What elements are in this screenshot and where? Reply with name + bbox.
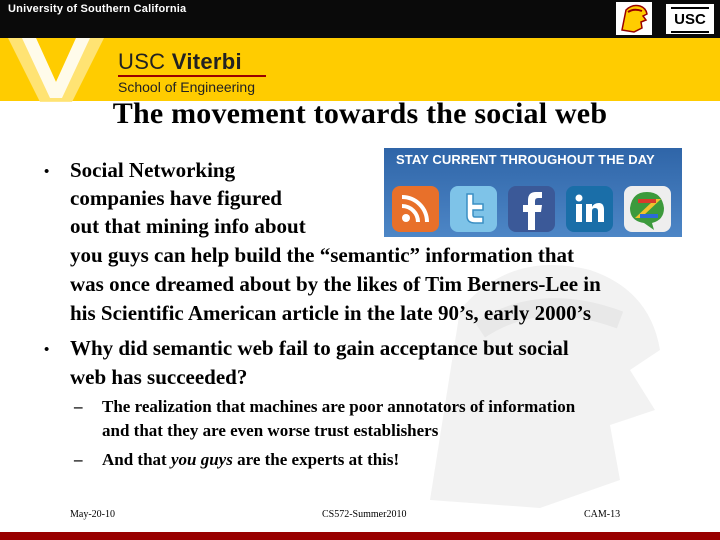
- usc-badge: USC: [666, 4, 714, 34]
- bullet-1-line-3: out that mining info about: [70, 214, 306, 238]
- university-name: University of Southern California: [8, 3, 187, 15]
- sub-bullet-1-line-1: The realization that machines are poor annotators of information: [102, 397, 576, 416]
- footer-date: May-20-10: [70, 509, 115, 520]
- bullet-1-line-6: his Scientific American article in the late 90’s, early 2000’s: [70, 301, 592, 325]
- emphasis-text: you guys: [170, 450, 233, 469]
- bullet-2-line-1: Why did semantic web fail to gain acceptance but social: [70, 336, 569, 360]
- bullet-1-line-4: you guys can help build the “semantic” information that: [70, 243, 575, 267]
- bullet-2-line-2: web has succeeded?: [70, 365, 248, 389]
- sub-bullet-2: And that you guys are the experts at this!: [102, 450, 400, 469]
- footer-course: CS572-Summer2010: [322, 509, 407, 520]
- sub-bullet-1-line-2: and that they are even worse trust establishers: [102, 421, 439, 440]
- logo-line1: USC Viterbi: [118, 49, 242, 74]
- social-panel-header: STAY CURRENT THROUGHOUT THE DAY: [396, 152, 655, 167]
- sub-bullet-marker: –: [74, 450, 83, 469]
- bullet-marker: •: [44, 342, 50, 358]
- sub-bullet-marker: –: [74, 397, 83, 416]
- slide-title: The movement towards the social web: [112, 97, 608, 130]
- bullet-1-line-2: companies have figured: [70, 186, 282, 210]
- bullet-1-line-1: Social Networking: [70, 158, 236, 182]
- bullet-1-line-5: was once dreamed about by the likes of Tim Berners-Lee in: [70, 272, 601, 296]
- bottom-bar: [0, 532, 720, 540]
- bullet-marker: •: [44, 164, 50, 180]
- logo-line2: School of Engineering: [118, 79, 255, 95]
- footer-page: CAM-13: [584, 509, 621, 520]
